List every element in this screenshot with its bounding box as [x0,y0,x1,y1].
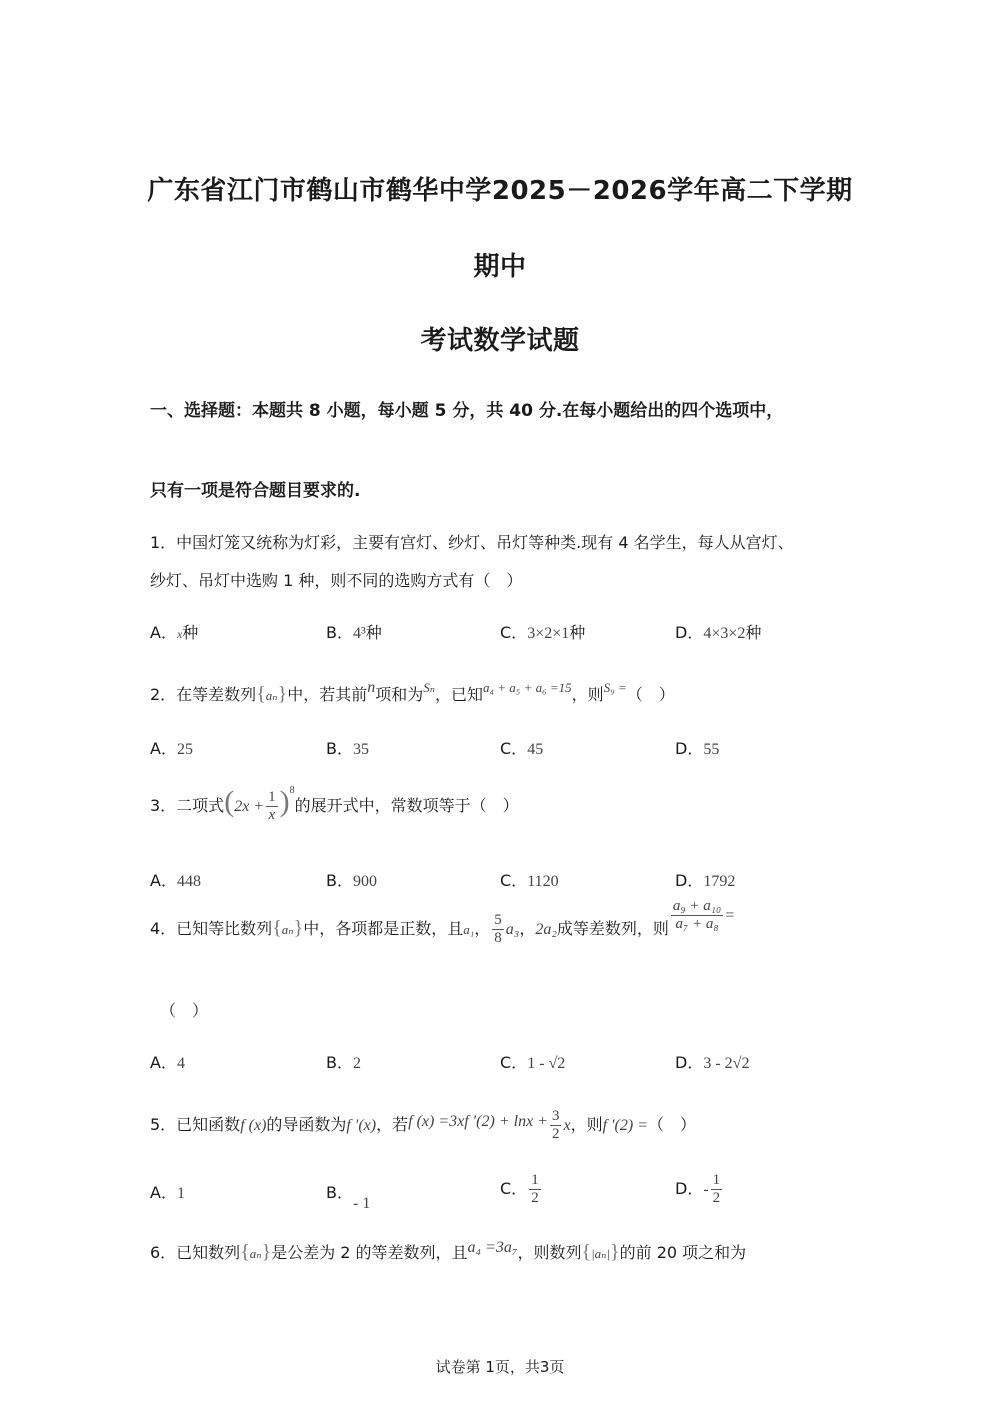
question-4-paren: （ ） [160,1001,209,1020]
option-label: D． [675,1053,704,1072]
q5-fpx: f ′(x) [346,1117,377,1134]
q2-text: 中，若其前 [287,685,368,704]
q4-a3: a₃ [505,921,520,938]
q5-frac-num: 3 [551,1108,560,1124]
option-label: A． [150,1183,177,1202]
q4-seq: aₙ [281,922,294,937]
q5-text: ，则 [570,1115,603,1134]
option-math: 35 [352,741,369,758]
question-3-stem: 3．二项式(2x + $\frac{1}{x}$ )$^8$的展开式中，常数项等于（ ） [150,784,519,823]
q5-text: 的导函数为 [266,1115,347,1134]
option-label: C． [500,739,528,758]
option-math: 900 [352,873,377,890]
option-label: D． [675,739,704,758]
q6-abs-seq: |aₙ| [591,1246,611,1261]
option-label: B． [326,871,353,890]
q3-fraction [266,789,278,824]
option-fraction [711,1172,723,1207]
q5-tail: （ ） [648,1115,697,1134]
q6-condition: a₄ =3a₇ [467,1239,518,1256]
q5-fx: f (x) [240,1117,267,1134]
q3-tail: 的展开式中，常数项等于（ ） [294,796,519,815]
q3-prefix: 3．二项式 [150,796,225,815]
option-label: D． [675,623,704,642]
frac-num: 1 [712,1172,721,1188]
option-b[interactable] [326,868,377,891]
q5-fp2: f ′(2) = [602,1117,648,1134]
option-label: B． [326,1183,353,1202]
q2-n: n [367,679,376,696]
option-b[interactable] [326,620,382,643]
q4-eq: = [725,907,735,924]
option-math: 55 [703,741,720,758]
section-heading-line-2: 只有一项是符合题目要求的. [150,481,361,501]
option-math: 4 [176,1055,185,1072]
option-math: 1 [176,1185,185,1202]
q6-seq: aₙ [249,1246,262,1261]
option-d[interactable] [675,868,735,891]
q2-text: ，则 [571,685,604,704]
option-label: B． [326,623,353,642]
option-math: 2 [352,1055,361,1072]
q5-equation: f (x) =3xf ′(2) + lnx + [408,1113,548,1130]
q2-text: 项和为 [375,685,424,704]
option-math: 25 [176,741,193,758]
option-suffix: 种 [365,623,382,642]
option-c[interactable] [500,620,585,643]
page-title-line-2: 期中 [473,252,527,282]
question-6-stem: 6．已知数列{aₙ}是公差为 2 的等差数列，且a₄ =3a₇，则数列{|aₙ|}的前 20 项之和为 [150,1239,747,1263]
q4-a1: a₁ [463,922,475,937]
question-1-line-1: 1．中国灯笼又统称为灯彩，主要有宫灯、纱灯、吊灯等种类.现有 4 名学生，每人从宫灯、 [150,533,794,552]
question-3-options [150,868,850,894]
option-c[interactable] [500,736,543,759]
option-b[interactable] [326,1050,361,1073]
q4-text: 中，各项都是正数，且 [303,919,464,938]
q6-text: 是公差为 2 的等差数列，且 [271,1243,468,1262]
q4-text: 成等差数列，则 [556,919,669,938]
q4-2a2: 2a₂ [535,921,557,938]
q2-seq: aₙ [265,688,278,703]
q2-sn: Sₙ [423,680,435,695]
option-math: 45 [527,741,544,758]
option-label: C． [500,871,528,890]
option-a[interactable] [150,1050,185,1073]
q5-fraction [550,1108,562,1143]
page-title-line-1: 广东省江门市鹤山市鹤华中学2025－2026学年高二下学期 [147,176,853,206]
question-4-stem: 4．已知等比数列{aₙ}中，各项都是正数，且a₁， $\frac{5}{8}$ a₃，2a₂成等差数列，则 $\frac{\text{a₉ + a₁₀}}{\text{a₇ + a₈}}$ = [150,898,735,946]
page-footer: 试卷第 1页，共3页 [435,1358,565,1376]
option-d[interactable] [675,1050,749,1073]
frac-den: 2 [712,1190,721,1206]
q2-tail: （ ） [626,685,675,704]
option-label: C． [500,623,528,642]
q6-tail: 的前 20 项之和为 [619,1243,747,1262]
option-math: 448 [176,873,201,890]
question-2-options [150,736,850,762]
option-b[interactable] [326,736,369,759]
q4-ratio [671,898,723,933]
option-c[interactable] [500,868,559,891]
q2-text: ，已知 [435,685,484,704]
option-d[interactable] [675,620,761,643]
q4-ratio-num: a₉ + a₁₀ [672,898,722,914]
option-label: B． [326,739,353,758]
option-fraction [529,1172,541,1207]
option-label: A． [150,623,177,642]
q3-frac-den: x [268,807,276,823]
q4-frac-num: 5 [494,912,502,928]
page-title-line-3: 考试数学试题 [420,326,580,356]
option-math: 1120 [527,873,559,890]
q5-eq-tail: x [563,1117,571,1134]
option-a[interactable] [150,868,201,891]
option-math: 4×3×2 [703,625,746,642]
option-sign: - [703,1181,709,1198]
option-a[interactable] [150,1180,185,1203]
question-5-stem [150,1108,696,1143]
q3-frac-num: 1 [268,789,276,805]
q5-frac-den: 2 [551,1126,560,1142]
q5-text: ，若 [376,1115,409,1134]
option-a[interactable] [150,736,193,759]
option-math: 4³ [352,625,366,642]
q4-comma: ， [519,919,536,938]
q2-s9: S₉ = [603,680,627,695]
q3-expr: 2x + [234,798,265,815]
option-math: x [176,627,183,641]
section-heading-line-1: 一、选择题：本题共 8 小题，每小题 5 分，共 40 分.在每小题给出的四个选项中， [150,401,784,421]
option-b[interactable] [326,1180,371,1212]
question-4-options [150,1050,850,1076]
option-label: D． [675,1179,704,1198]
option-label: D． [675,871,704,890]
q6-prefix: 6．已知数列 [150,1243,241,1262]
option-label: C． [500,1179,528,1198]
option-math: 1792 [703,873,736,890]
frac-num: 1 [531,1172,539,1188]
q6-text: ，则数列 [517,1243,582,1262]
option-c[interactable] [500,1172,543,1207]
q2-condition: a₄ + a₅ + a₆ =15 [483,680,572,695]
question-1-options [150,620,850,646]
q3-power: 8 [289,784,295,796]
option-math: 3 - 2√2 [703,1055,750,1072]
q4-fraction [492,912,504,947]
option-label: A． [150,1053,177,1072]
option-math: 1 - √2 [527,1055,566,1072]
question-2-stem: 2．在等差数列{aₙ}中，若其前n项和为$^{S_n}$，已知$^{a_4 + a_5 + a_6 =15}$，则$^{S_9 =}$（ ） [150,679,675,705]
option-c[interactable] [500,1050,565,1073]
q4-prefix: 4．已知等比数列 [150,919,273,938]
option-math: - 1 [352,1195,371,1212]
q4-comma: ， [474,919,491,938]
q2-prefix: 2．在等差数列 [150,685,257,704]
q4-frac-den: 8 [494,930,502,946]
frac-den: 2 [531,1190,539,1206]
option-a[interactable] [150,620,198,643]
question-1-line-2: 纱灯、吊灯中选购 1 种，则不同的选购方式有（ ） [150,571,523,590]
option-label: C． [500,1053,528,1072]
option-label: B． [326,1053,353,1072]
option-d[interactable] [675,736,719,759]
option-suffix: 种 [745,623,762,642]
option-math: 3×2×1 [527,625,570,642]
question-5-options [150,1172,850,1212]
option-suffix: 种 [569,623,586,642]
option-d[interactable] [675,1172,724,1207]
option-suffix: 种 [182,623,199,642]
q5-prefix: 5．已知函数 [150,1115,241,1134]
option-label: A． [150,871,177,890]
option-label: A． [150,739,177,758]
q4-ratio-den: a₇ + a₈ [675,916,719,932]
